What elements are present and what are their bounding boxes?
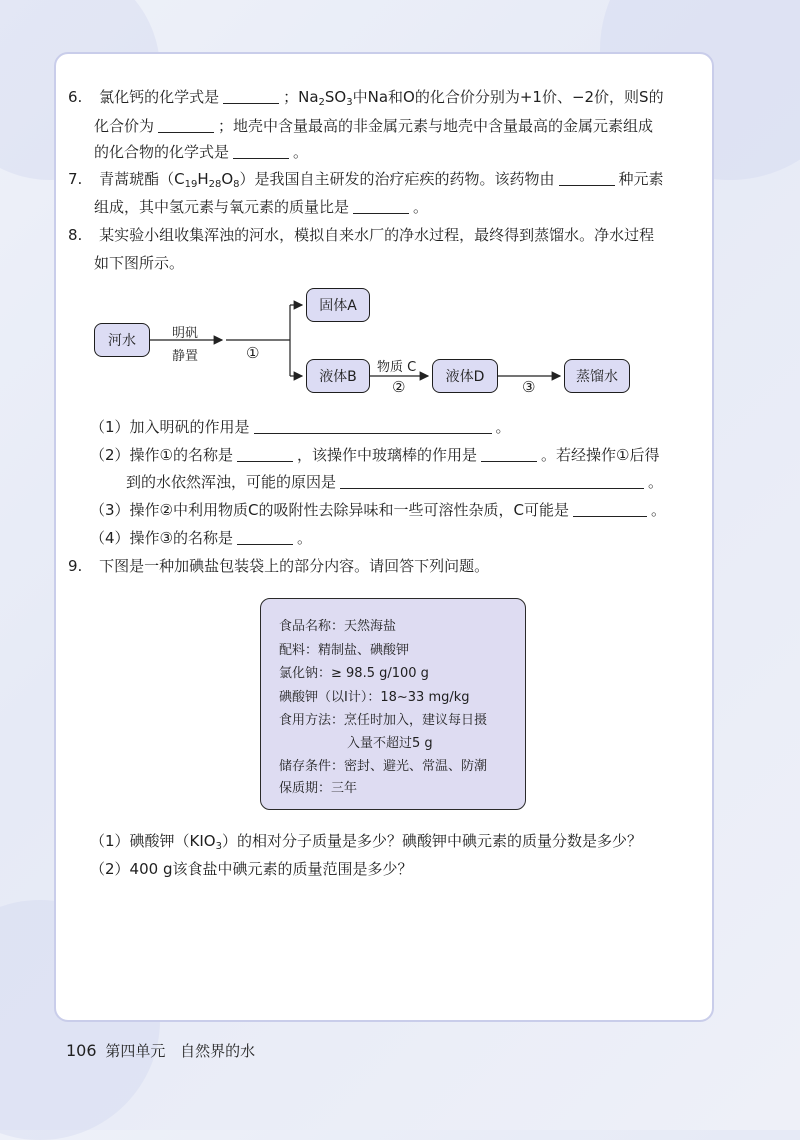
q9-line-1: 9. 下图是一种加碘盐包装袋上的部分内容。请回答下列问题。 [68,557,490,575]
river-water-box: 河水 [94,323,150,357]
substance-c-label: 物质 C [377,360,417,375]
page-number: 106 [66,1041,97,1060]
q6-line-3: 的化合物的化学式是 。 [94,143,309,161]
liquid-d-box: 液体D [432,359,498,393]
q8-sub-2: （2）操作①的名称是 ，该操作中玻璃棒的作用是 。若经操作①后得 [90,446,660,464]
q8-line-2: 如下图所示。 [94,254,185,272]
answer-blank[interactable] [237,447,293,462]
page-footer [66,1040,255,1061]
answer-blank[interactable] [340,474,644,489]
question-number: 8. [68,226,83,244]
label-row: 氯化钠：≥ 98.5 g/100 g [279,666,429,681]
step-2-label: ② [392,378,406,396]
label-row: 储存条件：密封、避光、常温、防潮 [279,759,488,774]
label-row: 配料：精制盐、碘酸钾 [279,643,410,658]
label-row: 保质期：三年 [279,781,358,796]
q8-sub-2-cont: 到的水依然浑浊，可能的原因是 。 [126,473,664,491]
question-number: 7. [68,170,83,188]
step-1-label: ① [246,344,260,362]
alum-label: 明矾 [172,326,199,341]
question-number: 6. [68,88,83,106]
salt-package-label [260,598,526,810]
label-row: 入量不超过5 g [347,736,433,751]
answer-blank[interactable] [254,419,492,434]
q8-sub-1: （1）加入明矾的作用是 。 [90,418,511,436]
q6-line-2: 化合价为 ；地壳中含量最高的非金属元素与地壳中含量最高的金属元素组成 [94,117,654,135]
q6-line-1: 6. 氯化钙的化学式是 ；$Na_2SO_3$中Na和O的化合价分别为+1价、−2价，则S的 [68,88,664,108]
label-row: 食用方法：烹任时加入，建议每日摄 [279,713,488,728]
distilled-water-box: 蒸馏水 [564,359,630,393]
step-3-label: ③ [522,378,536,396]
answer-blank[interactable] [573,502,647,517]
answer-blank[interactable] [481,447,537,462]
settle-label: 静置 [172,349,199,364]
q7-line-2: 组成，其中氢元素与氧元素的质量比是 。 [94,198,429,216]
answer-blank[interactable] [237,530,293,545]
q8-line-1: 8. 某实验小组收集浑浊的河水，模拟自来水厂的净水过程，最终得到蒸馏水。净水过程 [68,226,655,244]
label-row: 食品名称：天然海盐 [279,619,397,634]
q9-sub-1: （1）碘酸钾$(KIO_3)$的相对分子质量是多少？碘酸钾中碘元素的质量分数是多少？ [90,832,643,852]
label-row: 碘酸钾（以I计）：18~33 mg/kg [279,690,470,705]
question-number: 9. [68,557,83,575]
q8-sub-4: （4）操作③的名称是 。 [90,529,313,547]
q7-line-1: 7. 青蒿琥酯$(C_{19}H_{28}O_8)$是我国自主研发的治疗疟疾的药物。该药物由 种元素 [68,170,664,190]
q8-sub-3: （3）操作②中利用物质C的吸附性去除异味和一些可溶性杂质，C可能是 。 [90,501,666,519]
unit-label: 第四单元 [105,1042,166,1060]
solid-a-box: 固体A [306,288,370,322]
unit-title: 自然界的水 [180,1042,256,1060]
liquid-b-box: 液体B [306,359,370,393]
q9-sub-2: （2）400 g该食盐中碘元素的质量范围是多少？ [90,860,413,878]
